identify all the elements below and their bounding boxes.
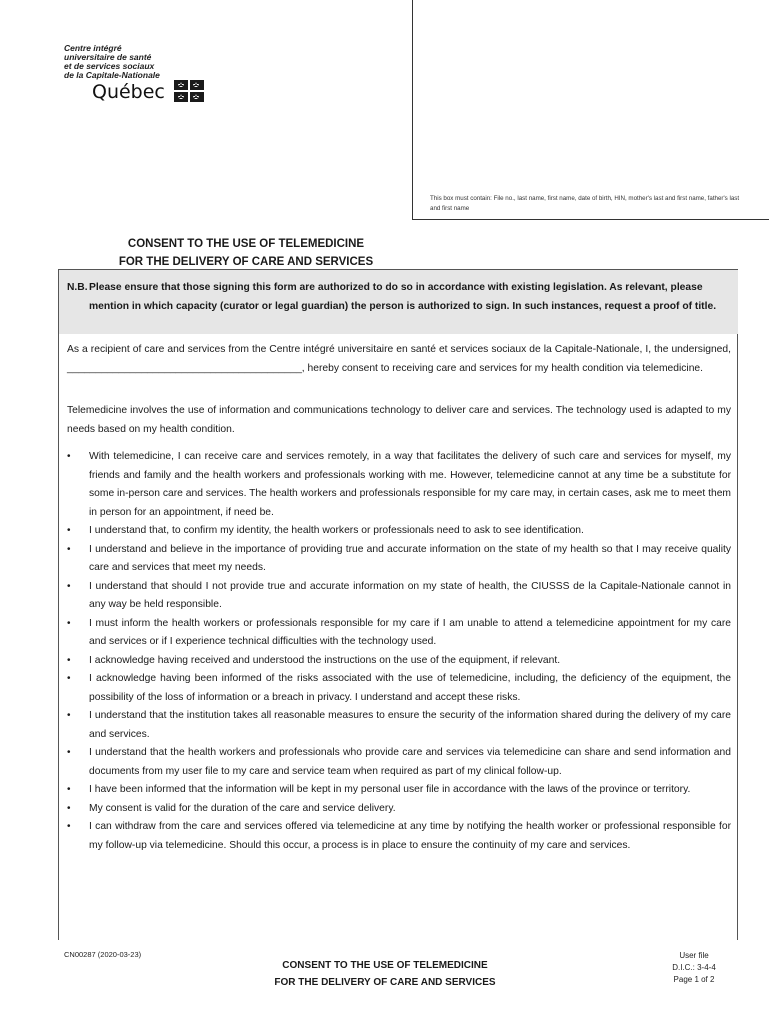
- list-item: • I can withdraw from the care and services offered via telemedicine at any time by notifying the health worker or professional responsible for my follow-up via telemedicine. Should this occur, a process is in place to ensure the continuity of my care and services.: [67, 818, 731, 855]
- list-item: • With telemedicine, I can receive care and services remotely, in a way that facilitates the delivery of such care and services for myself, my friends and family and the health workers and professionals working with me. However, telemedicine cannot at any time be a substitute for some in-person care and services. The health workers and professionals responsible for my care may, in certain cases, ask me to meet them in person for an appointment, if need be.: [67, 448, 731, 522]
- page-number: Page 1 of 2: [673, 975, 715, 984]
- consent-content-box: [58, 269, 738, 940]
- list-item: • I understand that should I not provide true and accurate information on my state of health, the CIUSSS de la Capitale-Nationale cannot in any way be held responsible.: [67, 578, 731, 615]
- list-item: • I understand and believe in the importance of providing true and accurate information on the state of my health so that I may receive quality care and services that meet my needs.: [67, 541, 731, 578]
- list-item: • I acknowledge having been informed of the risks associated with the use of telemedicine, including, the deficiency of the equipment, the possibility of the loss of information or a breach in privacy. I understand and accept these risks.: [67, 670, 731, 707]
- logo-line: de la Capitale-Nationale: [64, 70, 160, 80]
- consent-statements: [67, 448, 731, 855]
- footer-title-line-1: CONSENT TO THE USE OF TELEMEDICINE: [282, 960, 488, 971]
- nb-notice: [59, 270, 738, 334]
- form-title-line-2: FOR THE DELIVERY OF CARE AND SERVICES: [118, 256, 374, 268]
- form-title-line-1: CONSENT TO THE USE OF TELEMEDICINE: [127, 238, 365, 250]
- form-title: [78, 235, 414, 271]
- footer-title-line-2: FOR THE DELIVERY OF CARE AND SERVICES: [274, 977, 496, 988]
- ciusss-logo: [64, 44, 214, 108]
- definition-paragraph: Telemedicine involves the use of information and communications technology to deliver care and services. The technology used is adapted to my needs based on my health condition.: [67, 405, 731, 435]
- footer-file-info: [658, 950, 730, 986]
- form-code: CN00287 (2020-03-23): [64, 950, 142, 959]
- quebec-wordmark: Québec: [92, 81, 165, 103]
- list-item: • I must inform the health workers or professionals responsible for my care if I am unable to attend a telemedicine appointment for my care and services or if I experience technical difficulties with the technology used.: [67, 615, 731, 652]
- patient-id-box[interactable]: [412, 0, 769, 220]
- list-item: • My consent is valid for the duration of the care and service delivery.: [67, 800, 731, 819]
- logo-line: Centre intégré: [64, 43, 122, 53]
- list-item: • I understand that the health workers and professionals who provide care and services via telemedicine can share and send information and documents from my user file to my care and service team when required as part of my clinical follow-up.: [67, 744, 731, 781]
- list-item: • I understand that, to confirm my identity, the health workers or professionals need to ask to see identification.: [67, 522, 731, 541]
- dic-code: D.I.C.: 3-4-4: [672, 963, 716, 972]
- list-item: • I understand that the institution takes all reasonable measures to ensure the security of the information shared during the delivery of my care and services.: [67, 707, 731, 744]
- list-item: • I have been informed that the information will be kept in my personal user file in accordance with the laws of the province or territory.: [67, 781, 731, 800]
- nb-label: N.B.: [67, 282, 88, 293]
- id-box-note: This box must contain: File no., last name, first name, date of birth, HIN, mother's last and first name, father's last and first name: [430, 195, 740, 212]
- list-item: • I acknowledge having received and understood the instructions on the use of the equipment, if relevant.: [67, 652, 731, 671]
- nb-text: Please ensure that those signing this form are authorized to do so in accordance with existing legislation. As relevant, please mention in which capacity (curator or legal guardian) the person is authorized to sign. In such instances, request a proof of title.: [89, 282, 717, 312]
- logo-line: universitaire de santé: [64, 52, 152, 62]
- intro-paragraph: As a recipient of care and services from the Centre intégré universitaire en santé et services sociaux de la Capitale-Nationale, I, the undersigned, _________________________________________, hereby consent to receiving care and services for my health condition via telemedicine.: [67, 344, 731, 374]
- quebec-flag-icon: [174, 80, 204, 102]
- logo-line: et de services sociaux: [64, 61, 155, 71]
- footer-title: [250, 957, 520, 991]
- user-file-label: User file: [679, 951, 709, 960]
